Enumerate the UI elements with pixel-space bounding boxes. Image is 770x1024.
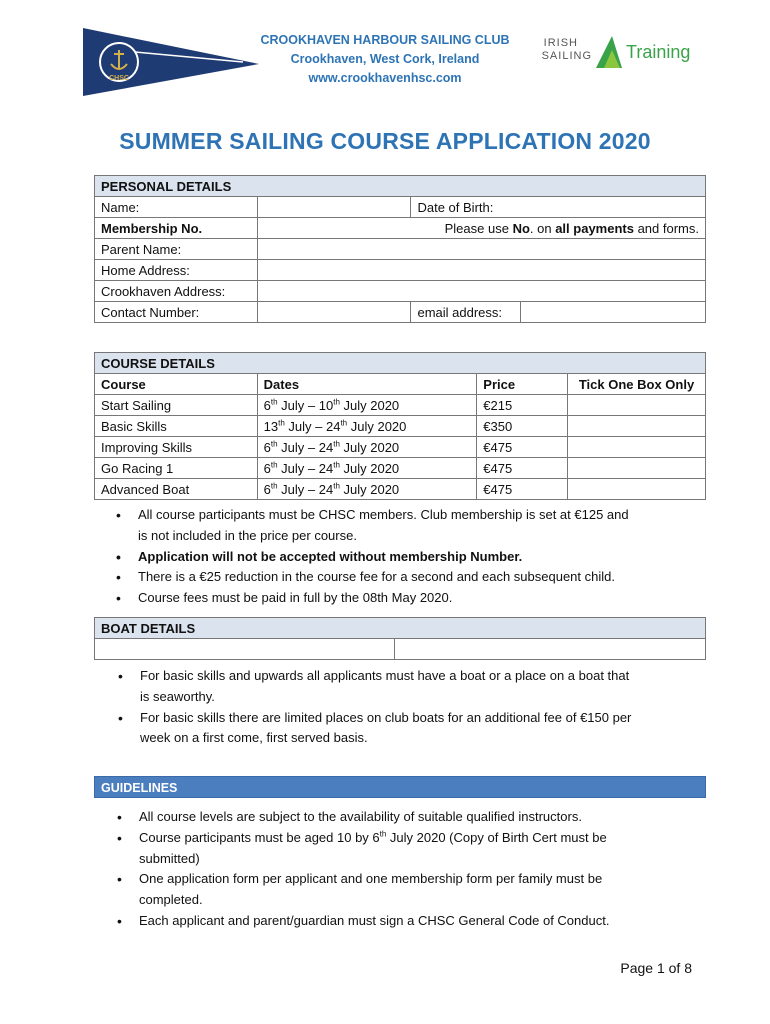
course-price: €475 xyxy=(477,458,568,479)
page-number: Page 1 of 8 xyxy=(620,960,692,976)
course-heading: COURSE DETAILS xyxy=(95,353,706,374)
parent-label: Parent Name: xyxy=(95,239,258,260)
course-notes-list xyxy=(114,505,714,609)
col-tick: Tick One Box Only xyxy=(568,374,706,395)
course-details-table xyxy=(94,352,706,500)
chsc-burgee-logo xyxy=(83,28,259,96)
logo-sailing: SAILING xyxy=(541,50,592,62)
dob-label: Date of Birth: xyxy=(417,199,494,215)
home-address-field[interactable] xyxy=(257,260,705,281)
personal-details-table xyxy=(94,175,706,323)
course-price: €350 xyxy=(477,416,568,437)
club-name: CROOKHAVEN HARBOUR SAILING CLUB xyxy=(260,33,510,47)
home-address-label: Home Address: xyxy=(95,260,258,281)
course-row xyxy=(95,395,706,416)
list-item: • Each applicant and parent/guardian must sign a CHSC General Code of Conduct. xyxy=(115,911,715,932)
parent-field[interactable] xyxy=(257,239,705,260)
course-row xyxy=(95,458,706,479)
email-label: email address: xyxy=(411,302,521,323)
course-dates: 6th July – 24th July 2020 xyxy=(257,479,477,500)
tick-box[interactable] xyxy=(568,395,706,416)
course-name: Basic Skills xyxy=(95,416,258,437)
boat-details-table xyxy=(94,617,706,660)
course-price: €215 xyxy=(477,395,568,416)
course-dates: 13th July – 24th July 2020 xyxy=(257,416,477,437)
col-price: Price xyxy=(477,374,568,395)
crookhaven-address-label: Crookhaven Address: xyxy=(95,281,258,302)
course-price: €475 xyxy=(477,437,568,458)
course-name: Start Sailing xyxy=(95,395,258,416)
guidelines-list xyxy=(115,807,715,932)
boat-field-2[interactable] xyxy=(394,639,706,660)
course-price: €475 xyxy=(477,479,568,500)
page-title: SUMMER SAILING COURSE APPLICATION 2020 xyxy=(119,128,651,154)
email-field[interactable] xyxy=(521,302,706,323)
course-name: Go Racing 1 xyxy=(95,458,258,479)
list-item: • All course participants must be CHSC members. Club membership is set at €125 and is not included in the price per course. xyxy=(114,505,714,547)
tick-box[interactable] xyxy=(568,479,706,500)
list-item: • Application will not be accepted without membership Number. xyxy=(114,547,714,568)
tick-box[interactable] xyxy=(568,416,706,437)
list-item: • One application form per applicant and one membership form per family must be completed. xyxy=(115,869,715,911)
logo-text: CHSC xyxy=(109,75,129,82)
list-item: • There is a €25 reduction in the course fee for a second and each subsequent child. xyxy=(114,567,714,588)
contact-field[interactable] xyxy=(257,302,411,323)
personal-heading: PERSONAL DETAILS xyxy=(95,176,706,197)
membership-field[interactable]: Please use No. on all payments and forms. xyxy=(257,218,705,239)
course-row xyxy=(95,416,706,437)
membership-label: Membership No. xyxy=(95,218,258,239)
course-dates: 6th July – 24th July 2020 xyxy=(257,458,477,479)
list-item: • All course levels are subject to the availability of suitable qualified instructors. xyxy=(115,807,715,828)
club-website: www.crookhavenhsc.com xyxy=(308,71,462,85)
name-field[interactable] xyxy=(257,197,411,218)
logo-irish: IRISH xyxy=(543,37,578,49)
col-dates: Dates xyxy=(257,374,477,395)
course-row xyxy=(95,479,706,500)
course-name: Advanced Boat xyxy=(95,479,258,500)
col-course: Course xyxy=(95,374,258,395)
dob-field[interactable] xyxy=(411,197,706,218)
course-row xyxy=(95,437,706,458)
boat-notes-list xyxy=(116,666,716,749)
name-label: Name: xyxy=(95,197,258,218)
list-item: • For basic skills there are limited places on club boats for an additional fee of €150 per week on a first come, first served basis. xyxy=(116,708,716,750)
guidelines-heading: GUIDELINES xyxy=(94,776,706,798)
contact-label: Contact Number: xyxy=(95,302,258,323)
logo-training: Training xyxy=(626,42,691,62)
club-location: Crookhaven, West Cork, Ireland xyxy=(290,52,480,66)
tick-box[interactable] xyxy=(568,458,706,479)
course-name: Improving Skills xyxy=(95,437,258,458)
irish-sailing-training-logo xyxy=(536,32,706,72)
list-item: • Course fees must be paid in full by the 08th May 2020. xyxy=(114,588,714,609)
boat-field-1[interactable] xyxy=(95,639,395,660)
crookhaven-address-field[interactable] xyxy=(257,281,705,302)
course-dates: 6th July – 24th July 2020 xyxy=(257,437,477,458)
boat-heading: BOAT DETAILS xyxy=(95,618,706,639)
tick-box[interactable] xyxy=(568,437,706,458)
course-dates: 6th July – 10th July 2020 xyxy=(257,395,477,416)
list-item: • Course participants must be aged 10 by 6th July 2020 (Copy of Birth Cert must be submitted) xyxy=(115,828,715,870)
list-item: • For basic skills and upwards all applicants must have a boat or a place on a boat that is seaworthy. xyxy=(116,666,716,708)
